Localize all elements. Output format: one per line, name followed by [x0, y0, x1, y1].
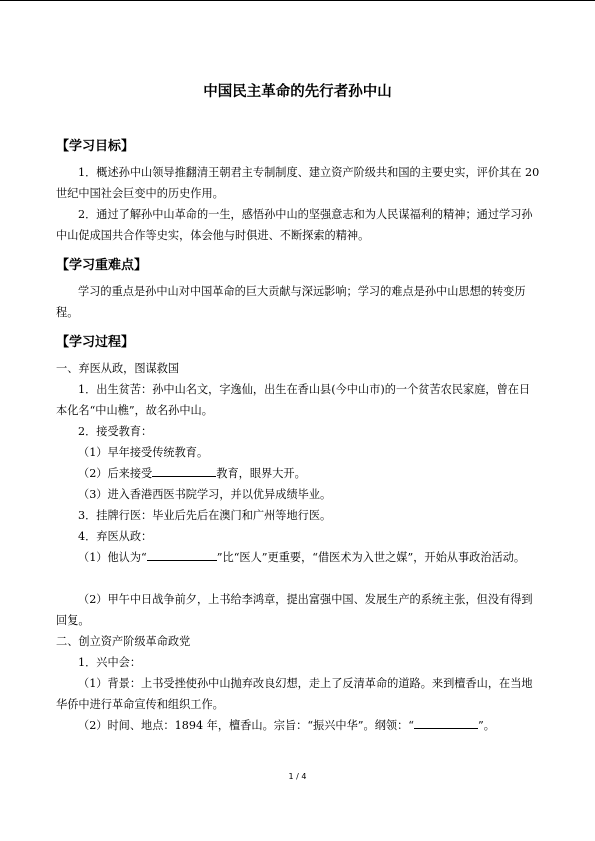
item-background: （1）背景：上书受挫使孙中山抛弃改良幻想，走上了反清革命的道路。来到檀香山，在当地华侨中进行革命宣传和组织工作。 [56, 677, 533, 711]
item-education-2 [56, 463, 540, 484]
fill-blank[interactable] [152, 465, 216, 477]
item-education-1: （1）早年接受传统教育。 [78, 446, 209, 459]
item-education-3: （3）进入香港西医书院学习，并以优异成绩毕业。 [78, 488, 332, 501]
item-birth: 1．出生贫苦：孙中山名文，字逸仙，出生在香山县(今中山市)的一个贫苦农民家庭，曾在日本化名“中山樵”，故名孙中山。 [56, 383, 531, 417]
item-politics-1 [56, 547, 540, 568]
text-fragment: （2）后来接受 [78, 467, 153, 480]
fill-blank[interactable] [147, 549, 217, 561]
item-xingzhonghui: 1．兴中会： [78, 656, 142, 669]
text-fragment: 教育，眼界大开。 [216, 467, 306, 480]
fill-blank[interactable] [414, 717, 478, 729]
goal-2: 2．通过了解孙中山革命的一生，感悟孙中山的坚强意志和为人民谋福利的精神；通过学习孙中山促成国共合作等史实，体会他与时俱进、不断探索的精神。 [56, 208, 533, 242]
item-education: 2．接受教育： [78, 425, 153, 438]
item-practice: 3．挂牌行医：毕业后先后在澳门和广州等地行医。 [78, 509, 332, 522]
part-1-title: 一、弃医从政，图谋救国 [56, 362, 180, 375]
page-number: 1 / 4 [288, 772, 307, 781]
item-time-place [56, 715, 540, 736]
part-2-title: 二、创立资产阶级革命政党 [56, 635, 191, 648]
text-fragment: （2）时间、地点：1894 年，檀香山。宗旨：“振兴中华”。纲领：“ [78, 719, 414, 732]
text-fragment: （1）他认为“ [78, 551, 147, 564]
learning-goals-heading: 【学习目标】 [56, 139, 135, 154]
text-fragment: ”。 [478, 719, 495, 732]
key-points-text: 学习的重点是孙中山对中国革命的巨大贡献与深远影响；学习的难点是孙中山思想的转变历程。 [56, 285, 526, 319]
top-border-line [0, 0, 595, 1]
key-points-heading: 【学习重难点】 [56, 258, 148, 273]
item-politics-2: （2）甲午中日战争前夕，上书给李鸿章，提出富强中国、发展生产的系统主张，但没有得到回复。 [56, 593, 533, 627]
text-fragment: ”比“医人”更重要，“借医术为入世之媒”，开始从事政治活动。 [216, 551, 526, 564]
goal-1: 1．概述孙中山领导推翻清王朝君主专制制度、建立资产阶级共和国的主要史实，评价其在 20 世纪中国社会巨变中的历史作用。 [56, 166, 540, 200]
document-title: 中国民主革命的先行者孙中山 [203, 84, 392, 100]
process-heading: 【学习过程】 [56, 335, 135, 350]
item-politics: 4．弃医从政： [78, 530, 153, 543]
